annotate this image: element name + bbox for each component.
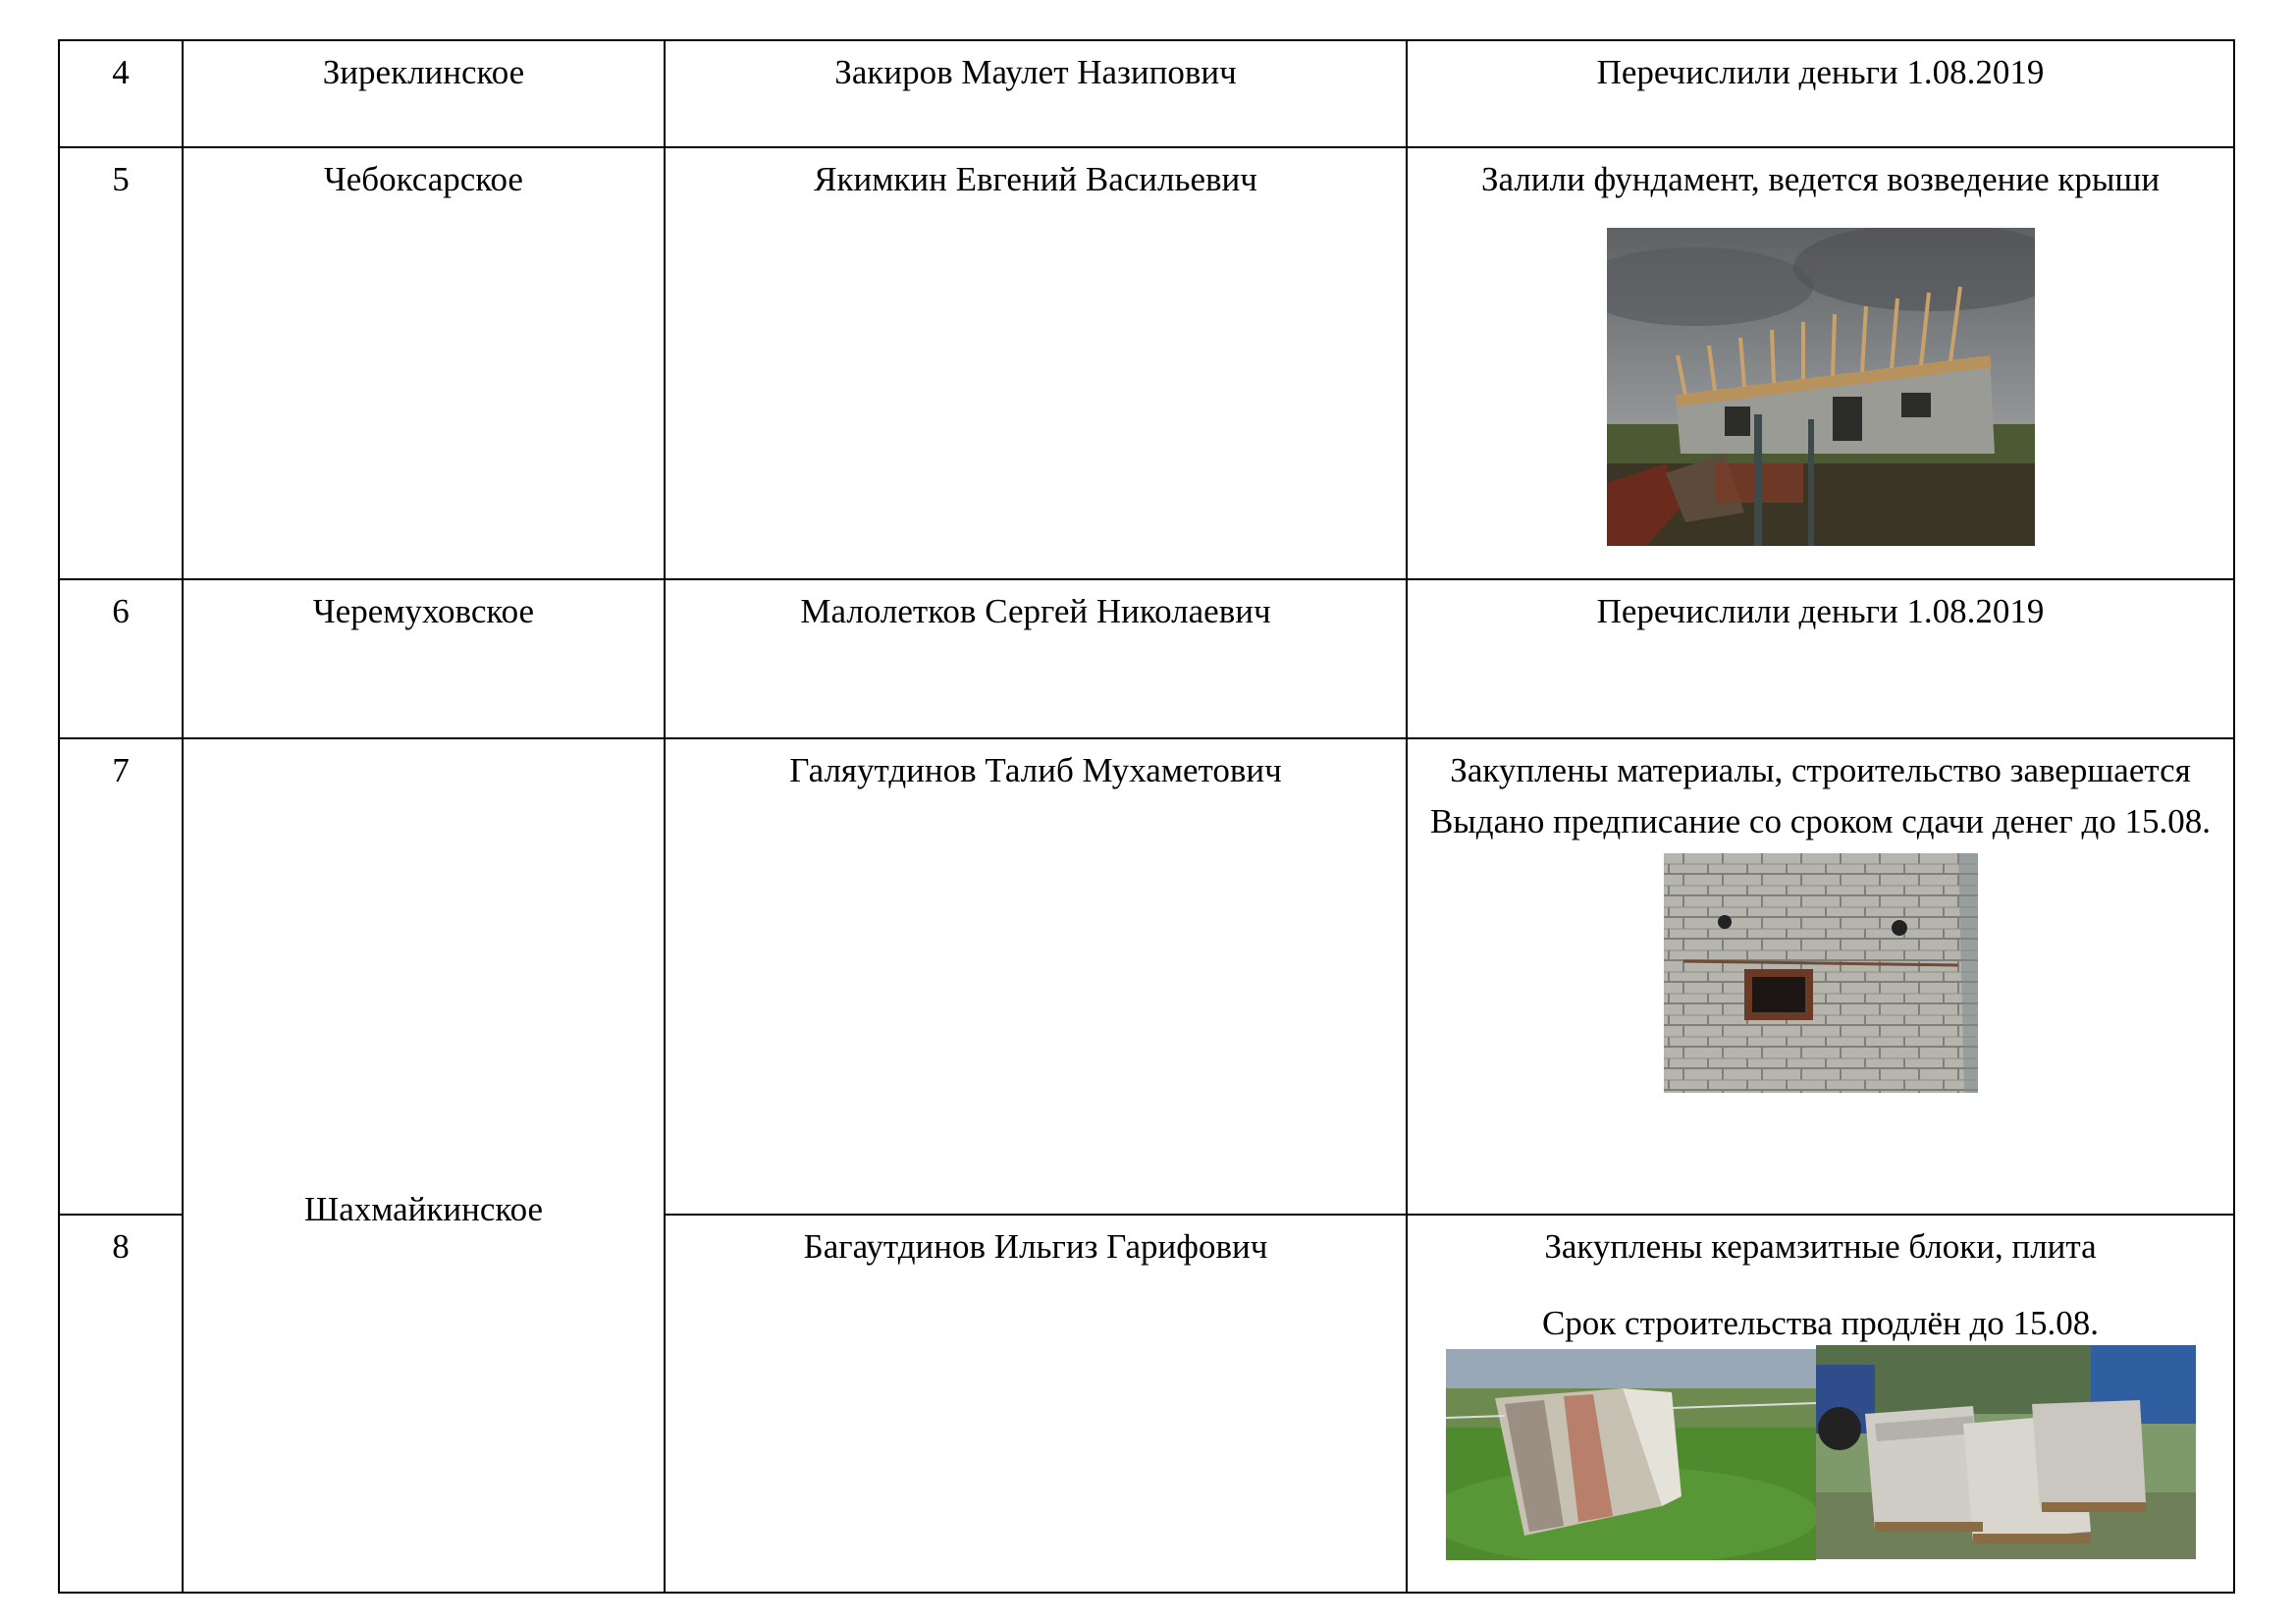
settlement-cell-merged [183, 738, 665, 1593]
person-cell: Якимкин Евгений Васильевич [665, 147, 1407, 579]
person-cell: Закиров Маулет Назипович [665, 40, 1407, 147]
status-cell: Перечислили деньги 1.08.2019 [1407, 40, 2234, 147]
status-cell [1407, 1215, 2234, 1593]
status-text: Закуплены керамзитные блоки, плита [1544, 1227, 2097, 1266]
report-table [58, 39, 2235, 1594]
wall-panel-photo [1446, 1349, 1816, 1560]
settlement-cell: Черемуховское [183, 579, 665, 738]
status-text: Выдано предписание со сроком сдачи денег до 15.08. [1429, 802, 2212, 840]
blocks-pallet-photo [1816, 1345, 2196, 1559]
status-cell: Перечислили деньги 1.08.2019 [1407, 579, 2234, 738]
settlement-cell: Чебоксарское [183, 147, 665, 579]
person-cell: Малолетков Сергей Николаевич [665, 579, 1407, 738]
status-text: Срок строительства продлён до 15.08. [1541, 1304, 2100, 1342]
table-row [59, 147, 2234, 579]
table-row [59, 579, 2234, 738]
row-number: 8 [59, 1215, 183, 1593]
table-row [59, 40, 2234, 147]
row-number: 4 [59, 40, 183, 147]
status-text: Залили фундамент, ведется возведение крыши [1480, 160, 2161, 198]
block-wall-photo [1664, 853, 1978, 1093]
row-number: 7 [59, 738, 183, 1215]
person-cell: Галяутдинов Талиб Мухаметович [665, 738, 1407, 1215]
construction-roof-photo [1607, 228, 2035, 546]
person-cell: Багаутдинов Ильгиз Гарифович [665, 1215, 1407, 1593]
row-number: 6 [59, 579, 183, 738]
status-cell [1407, 147, 2234, 579]
status-text: Закуплены материалы, строительство завершается [1450, 751, 2191, 789]
table-row [59, 738, 2234, 1215]
settlement-text: Шахмайкинское [303, 1190, 544, 1228]
row-number: 5 [59, 147, 183, 579]
status-cell [1407, 738, 2234, 1215]
settlement-cell: Зиреклинское [183, 40, 665, 147]
